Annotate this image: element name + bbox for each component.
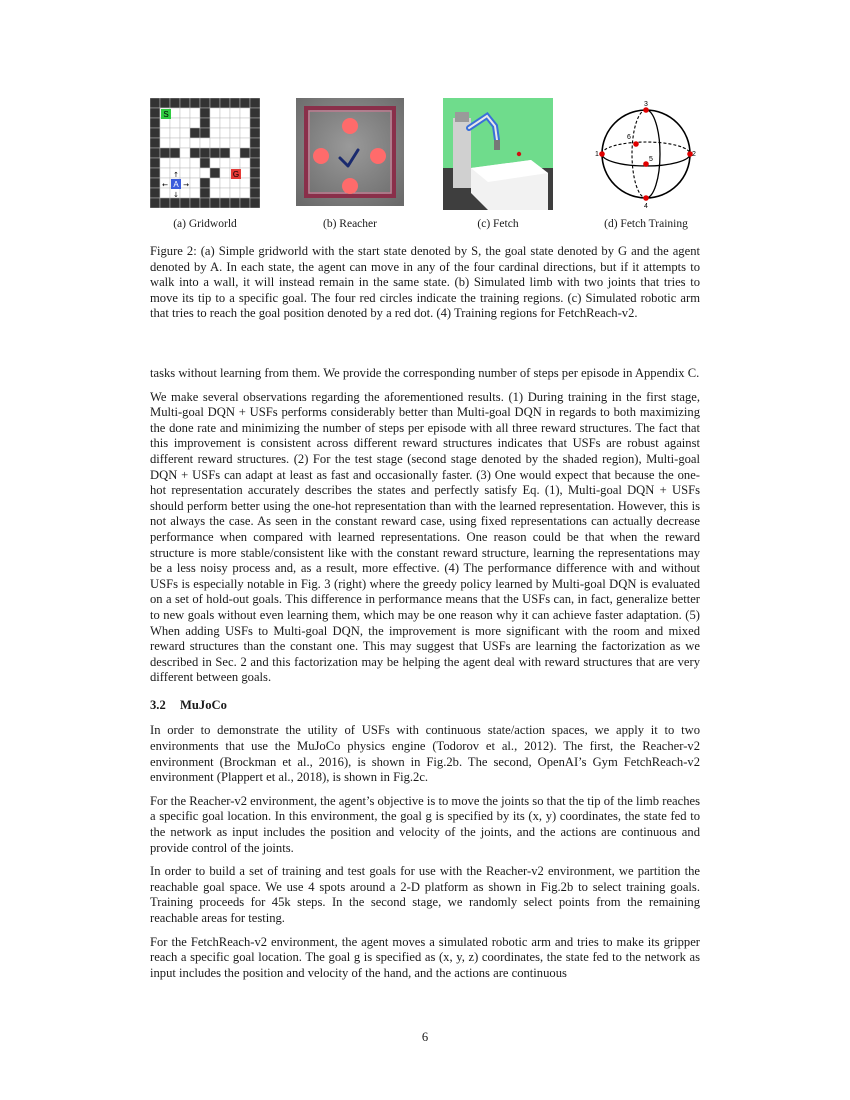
- grid-floor-cell: [160, 128, 170, 138]
- grid-wall-cell: [190, 198, 200, 208]
- grid-wall-cell: [250, 168, 260, 178]
- grid-floor-cell: [240, 128, 250, 138]
- region-point-5: [643, 161, 649, 167]
- grid-floor-cell: [180, 168, 190, 178]
- grid-wall-cell: [240, 198, 250, 208]
- grid-floor-cell: [210, 188, 220, 198]
- grid-floor-cell: [190, 108, 200, 118]
- down-arrow-icon: ↓: [173, 191, 179, 199]
- paragraph: For the FetchReach-v2 environment, the agent moves a simulated robotic arm and tries to make its gripper reach a specific goal location. The goal g is specified as (x, y, z) coordinates, the state fed to the network as input includes the position and velocity of the hand, and the actions are continuous: [150, 934, 700, 980]
- grid-floor-cell: [240, 108, 250, 118]
- region-point-4: [643, 195, 649, 201]
- grid-wall-cell: [200, 118, 210, 128]
- fetch-panel: [443, 98, 553, 210]
- grid-floor-cell: [180, 118, 190, 128]
- grid-wall-cell: [170, 198, 180, 208]
- grid-floor-cell: [240, 138, 250, 148]
- grid-floor-cell: [170, 108, 180, 118]
- page-number: 6: [421, 1030, 429, 1044]
- sphere-outline: [602, 110, 690, 198]
- fetch-training-panel: [590, 98, 702, 210]
- fetch-goal-dot: [517, 152, 521, 156]
- grid-wall-cell: [150, 138, 160, 148]
- grid-floor-cell: [190, 168, 200, 178]
- grid-floor-cell: [190, 118, 200, 128]
- grid-wall-cell: [150, 158, 160, 168]
- grid-wall-cell: [180, 198, 190, 208]
- grid-floor-cell: [190, 158, 200, 168]
- paragraph: In order to demonstrate the utility of USFs with continuous state/action spaces, we apply it to two environments that use the MuJoCo physics engine (Todorov et al., 2012). The first, the Reacher-v2 environment (Brockman et al., 2016), is shown in Fig.2b. The second, OpenAI’s Gym FetchReach-v2 environment (Plappert et al., 2018), is shown in Fig.2c.: [150, 723, 700, 785]
- grid-wall-cell: [200, 108, 210, 118]
- grid-floor-cell: [230, 148, 240, 158]
- grid-wall-cell: [210, 98, 220, 108]
- sphere-label-1: 1: [595, 151, 599, 158]
- grid-wall-cell: [190, 128, 200, 138]
- grid-floor-cell: [220, 138, 230, 148]
- grid-wall-cell: [230, 198, 240, 208]
- grid-floor-cell: [190, 178, 200, 188]
- grid-floor-cell: [220, 178, 230, 188]
- grid-floor-cell: [160, 118, 170, 128]
- grid-wall-cell: [210, 198, 220, 208]
- fetch-gripper: [494, 140, 500, 150]
- grid-wall-cell: [250, 158, 260, 168]
- grid-wall-cell: [220, 98, 230, 108]
- grid-floor-cell: [230, 138, 240, 148]
- sphere-meridian-back: [632, 110, 646, 198]
- grid-floor-cell: [180, 128, 190, 138]
- caption-a: (a) Gridworld: [173, 218, 237, 230]
- training-region-left: [313, 148, 329, 164]
- grid-floor-cell: [210, 108, 220, 118]
- sphere-meridian-front: [646, 110, 660, 198]
- grid-wall-cell: [150, 118, 160, 128]
- grid-floor-cell: [190, 188, 200, 198]
- grid-floor-cell: [220, 118, 230, 128]
- grid-wall-cell: [200, 98, 210, 108]
- grid-floor-cell: [170, 118, 180, 128]
- region-point-6: [633, 141, 639, 147]
- grid-wall-cell: [200, 178, 210, 188]
- grid-floor-cell: [180, 138, 190, 148]
- grid-floor-cell: [240, 168, 250, 178]
- grid-floor-cell: [240, 158, 250, 168]
- grid-wall-cell: [150, 98, 160, 108]
- grid-wall-cell: [180, 98, 190, 108]
- grid-floor-cell: [220, 188, 230, 198]
- grid-wall-cell: [250, 98, 260, 108]
- sphere-label-3: 3: [644, 101, 648, 108]
- fetch-training-sphere: [590, 98, 702, 210]
- grid-wall-cell: [190, 148, 200, 158]
- grid-wall-cell: [250, 138, 260, 148]
- region-point-1: [599, 151, 605, 157]
- right-arrow-icon: →: [183, 181, 189, 189]
- grid-floor-cell: [170, 128, 180, 138]
- grid-wall-cell: [230, 98, 240, 108]
- grid-wall-cell: [170, 148, 180, 158]
- grid-floor-cell: [230, 188, 240, 198]
- training-region-bottom: [342, 178, 358, 194]
- paragraph: tasks without learning from them. We provide the corresponding number of steps per episode in Appendix C.: [150, 366, 700, 380]
- grid-wall-cell: [240, 98, 250, 108]
- grid-wall-cell: [250, 128, 260, 138]
- paragraph: For the Reacher-v2 environment, the agent’s objective is to move the joints so that the tip of the limb reaches a specific goal location. In this environment, the goal g is specified by its (x, y) coordinates, the state fed to the network as input includes the position and velocity of the joints, and the actions are continuous and provide control of the joints.: [150, 793, 700, 855]
- grid-floor-cell: [230, 178, 240, 188]
- grid-wall-cell: [250, 108, 260, 118]
- sphere-label-5: 5: [649, 156, 653, 163]
- grid-floor-cell: [240, 178, 250, 188]
- gridworld-image: [150, 98, 260, 208]
- sphere-label-4: 4: [644, 203, 648, 210]
- up-arrow-icon: ↑: [173, 171, 179, 179]
- left-arrow-icon: ←: [162, 181, 168, 189]
- grid-wall-cell: [250, 178, 260, 188]
- start-label: S: [163, 110, 169, 119]
- grid-wall-cell: [200, 128, 210, 138]
- grid-floor-cell: [230, 108, 240, 118]
- grid-floor-cell: [190, 138, 200, 148]
- grid-floor-cell: [220, 128, 230, 138]
- sphere-label-2: 2: [692, 151, 696, 158]
- gridworld-panel: [150, 98, 260, 208]
- grid-wall-cell: [220, 148, 230, 158]
- training-region-right: [370, 148, 386, 164]
- region-point-3: [643, 107, 649, 113]
- grid-floor-cell: [230, 158, 240, 168]
- grid-wall-cell: [160, 198, 170, 208]
- grid-wall-cell: [150, 188, 160, 198]
- sphere-equator-back: [602, 142, 690, 154]
- reacher-panel: [296, 98, 404, 206]
- caption-c: (c) Fetch: [477, 218, 519, 230]
- section-title: MuJoCo: [180, 697, 227, 712]
- grid-wall-cell: [150, 178, 160, 188]
- grid-floor-cell: [220, 158, 230, 168]
- grid-wall-cell: [200, 158, 210, 168]
- grid-wall-cell: [220, 198, 230, 208]
- caption-b: (b) Reacher: [323, 218, 377, 230]
- grid-floor-cell: [210, 138, 220, 148]
- grid-wall-cell: [200, 148, 210, 158]
- grid-floor-cell: [170, 138, 180, 148]
- reacher-image: [296, 98, 404, 206]
- caption-d: (d) Fetch Training: [604, 218, 688, 230]
- fetch-robot-head: [455, 112, 469, 122]
- grid-floor-cell: [210, 118, 220, 128]
- figure-2: [0, 98, 850, 238]
- agent-label: A: [173, 180, 179, 189]
- grid-wall-cell: [240, 148, 250, 158]
- grid-wall-cell: [150, 198, 160, 208]
- grid-floor-cell: [220, 108, 230, 118]
- grid-floor-cell: [240, 118, 250, 128]
- paragraph: We make several observations regarding the aforementioned results. (1) During training in the first stage, Multi-goal DQN + USFs performs considerably better than Multi-goal DQN in regards to both maximizing the done rate and minimizing the number of steps per episode with all three reward structures. The fact that this improvement is consistent across different reward structures indicates that USFs are robust against different reward structures. (2) For the test stage (second stage denoted by the shaded region), Multi-goal DQN + USFs can adapt at least as fast and occasionally faster. (3) One would expect that because the one-hot representation accurately describes the states and perfectly satisfy Eq. (1), Multi-goal DQN + USFs should perform better using the one-hot representation than with the learned representation. However, this is not always the case. As seen in the constant reward case, using fixed representations can actually decrease performance when compared with learned representations. One reason could be that when the reward structure is more stable/consistent like with the constant reward structure, learning the representations may be a less noisy process and, as a result, more effective. (4) The performance difference with and without USFs is especially notable in Fig. 3 (right) where the greedy policy learned by Multi-goal DQN is evaluated on a set of hold-out goals. This difference in performance means that the USFs can, in fact, generalize better to new goals without even learning them, which may be one reason why it can achieve faster adaptation. (5) When adding USFs to Multi-goal DQN, the improvement is more significant with the room and mixed reward structures than the constant one. This may suggest that USFs are learning the factorization as we described in Sec. 2 and this factorization may be helping the agent deal with reward structures that are very different between goals.: [150, 389, 700, 685]
- grid-wall-cell: [150, 148, 160, 158]
- grid-wall-cell: [150, 168, 160, 178]
- figure-caption: Figure 2: (a) Simple gridworld with the start state denoted by S, the goal state denoted by G and the agent denoted by A. In each state, the agent can move in any of the four cardinal directions, but if it attempts to walk into a wall, it will instead remain in the same state. (b) Simulated limb with two joints that tries to move its tip to a specific goal. The four red circles indicate the training regions. (c) Simulated robotic arm that tries to reach the goal position denoted by a red dot. (4) Training regions for FetchReach-v2.: [150, 244, 700, 321]
- goal-label: G: [232, 170, 240, 179]
- grid-floor-cell: [160, 158, 170, 168]
- grid-floor-cell: [200, 168, 210, 178]
- grid-floor-cell: [210, 158, 220, 168]
- grid-wall-cell: [210, 168, 220, 178]
- grid-wall-cell: [210, 148, 220, 158]
- section-number: 3.2: [150, 697, 166, 712]
- grid-floor-cell: [180, 108, 190, 118]
- grid-wall-cell: [200, 198, 210, 208]
- grid-wall-cell: [250, 118, 260, 128]
- grid-wall-cell: [160, 98, 170, 108]
- grid-floor-cell: [160, 168, 170, 178]
- grid-floor-cell: [170, 158, 180, 168]
- grid-wall-cell: [190, 98, 200, 108]
- sphere-label-6: 6: [627, 134, 631, 141]
- grid-floor-cell: [180, 188, 190, 198]
- grid-floor-cell: [220, 168, 230, 178]
- grid-floor-cell: [200, 138, 210, 148]
- grid-wall-cell: [250, 188, 260, 198]
- section-heading: [150, 698, 700, 714]
- grid-wall-cell: [250, 148, 260, 158]
- grid-wall-cell: [150, 128, 160, 138]
- grid-floor-cell: [240, 188, 250, 198]
- grid-floor-cell: [210, 178, 220, 188]
- grid-floor-cell: [180, 158, 190, 168]
- grid-floor-cell: [230, 128, 240, 138]
- grid-floor-cell: [160, 138, 170, 148]
- grid-floor-cell: [230, 118, 240, 128]
- grid-wall-cell: [170, 98, 180, 108]
- grid-floor-cell: [160, 188, 170, 198]
- grid-floor-cell: [210, 128, 220, 138]
- grid-wall-cell: [200, 188, 210, 198]
- grid-floor-cell: [180, 148, 190, 158]
- training-region-top: [342, 118, 358, 134]
- paragraph: In order to build a set of training and test goals for use with the Reacher-v2 environment, we partition the reachable goal space. We use 4 spots around a 2-D platform as shown in Fig.2b to select training goals. Training proceeds for 45k steps. In the second stage, we randomly select points from the remaining reachable areas for testing.: [150, 864, 700, 925]
- body-text: [150, 366, 700, 989]
- grid-wall-cell: [160, 148, 170, 158]
- fetch-image: [443, 98, 553, 210]
- grid-wall-cell: [150, 108, 160, 118]
- grid-wall-cell: [250, 198, 260, 208]
